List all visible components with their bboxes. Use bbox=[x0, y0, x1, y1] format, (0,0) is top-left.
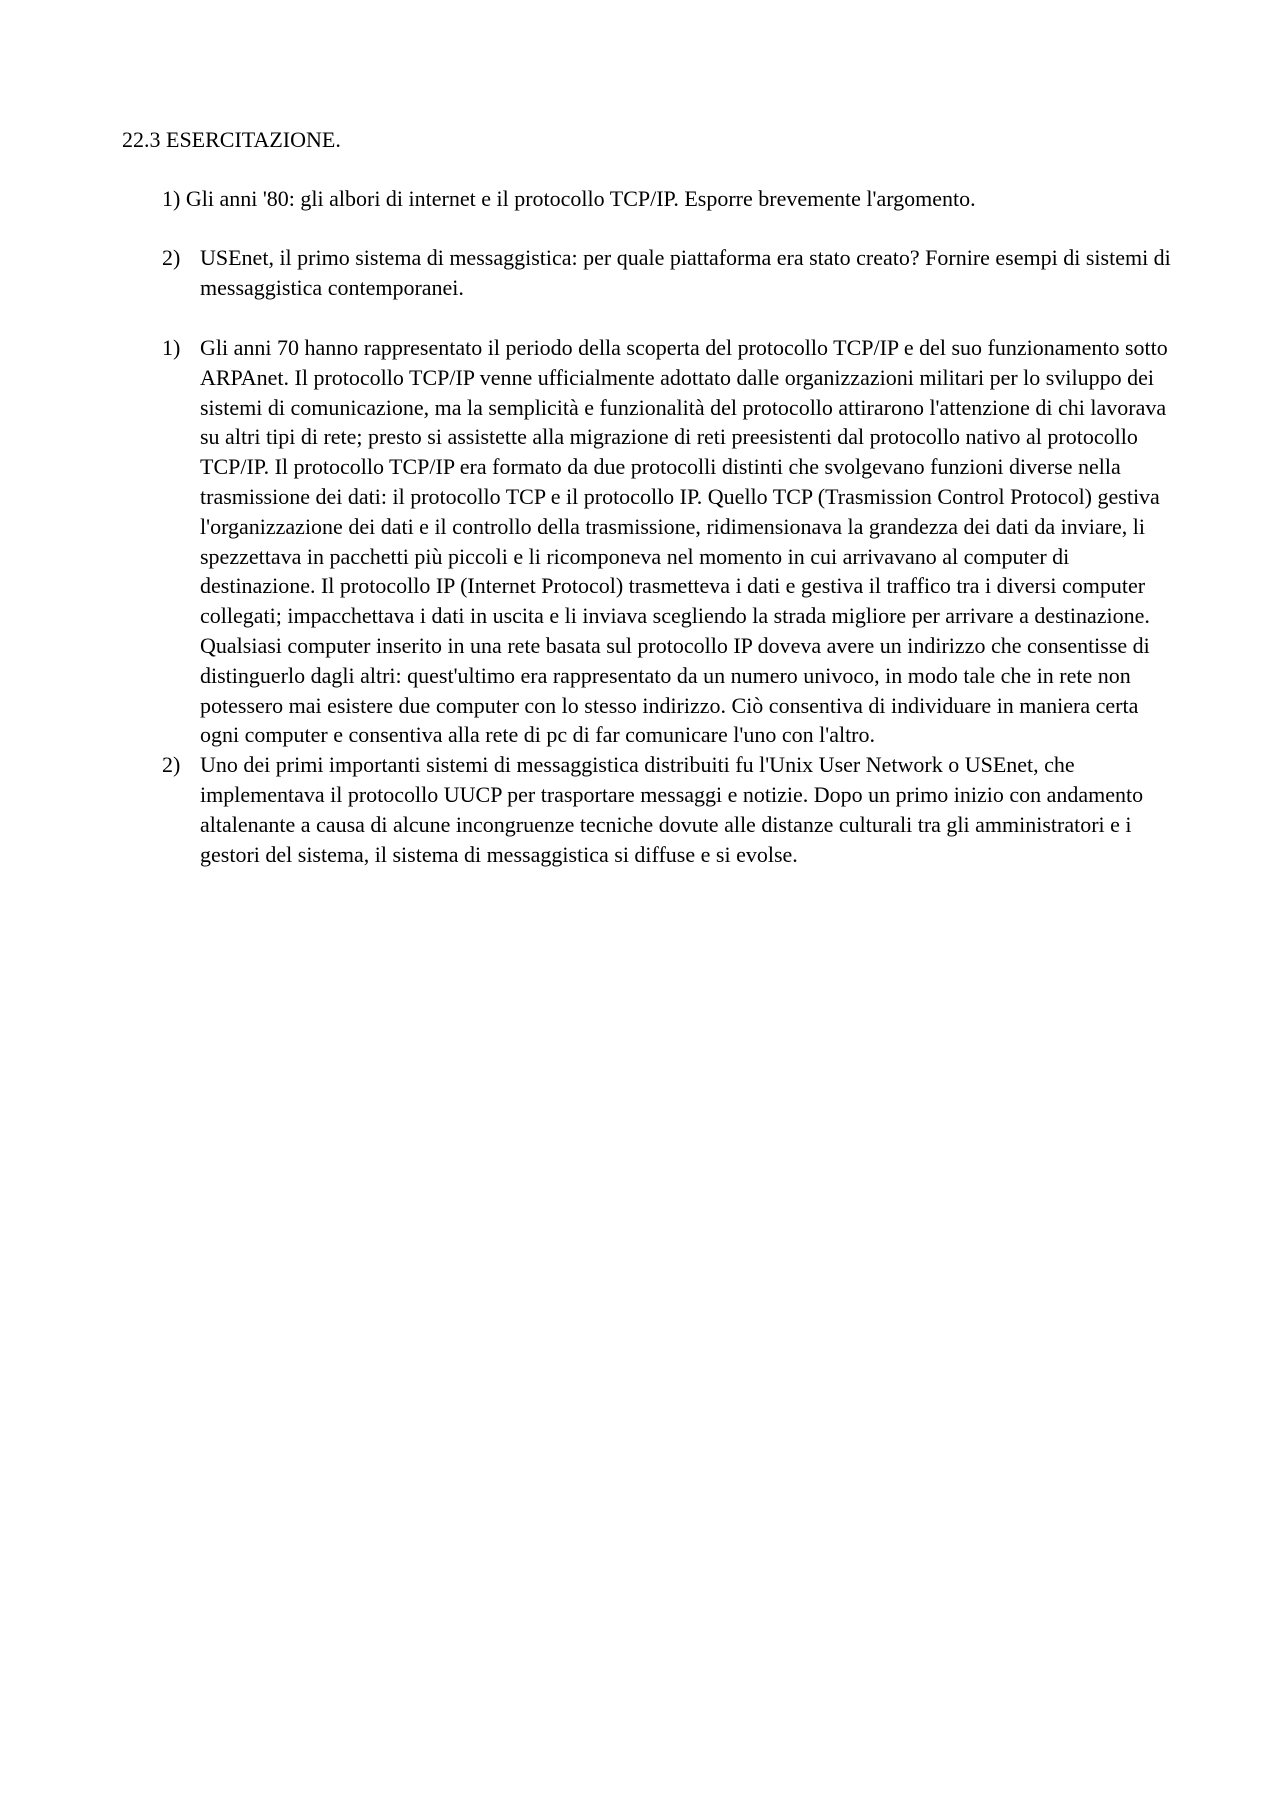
answer-1-number: 1) bbox=[162, 335, 181, 360]
answer-1 bbox=[162, 333, 1172, 750]
answer-2 bbox=[162, 750, 1172, 869]
question-2-number: 2) bbox=[162, 245, 181, 270]
answer-2-number: 2) bbox=[162, 752, 181, 778]
answer-2-text: Uno dei primi importanti sistemi di messaggistica distribuiti fu l'Unix User Network o USEnet, che implementava il protocollo UUCP per trasportare messaggi e notizie. Dopo un primo inizio con andamento altalenante a causa di alcune incongruenze tecniche dovute alle distanze culturali tra gli amministratori e i gestori del sistema, il sistema di messaggistica si diffuse e si evolse. bbox=[200, 752, 1144, 867]
question-1-number: 1) bbox=[162, 186, 181, 211]
page-title: 22.3 ESERCITAZIONE. bbox=[122, 127, 341, 152]
question-1 bbox=[162, 184, 976, 214]
question-2-text: USEnet, il primo sistema di messaggistica: per quale piattaforma era stato creato? Fornire esempi di sistemi di messaggistica contemporanei. bbox=[200, 245, 1171, 300]
answer-list bbox=[162, 333, 1172, 869]
question-1-text: Gli anni '80: gli albori di internet e il protocollo TCP/IP. Esporre brevemente l'argomento. bbox=[185, 186, 976, 211]
answer-1-text: Gli anni 70 hanno rappresentato il periodo della scoperta del protocollo TCP/IP e del suo funzionamento sotto ARPAnet. Il protocollo TCP/IP venne ufficialmente adottato dalle organizzazioni militari per lo sviluppo dei sistemi di comunicazione, ma la semplicità e funzionalità del protocollo attirarono l'attenzione di chi lavorava su altri tipi di rete; presto si assistette alla migrazione di reti preesistenti dal protocollo nativo al protocollo TCP/IP. Il protocollo TCP/IP era formato da due protocolli distinti che svolgevano funzioni diverse nella trasmissione dei dati: il protocollo TCP e il protocollo IP. Quello TCP (Trasmission Control Protocol) gestiva l'organizzazione dei dati e il controllo della trasmissione, ridimensionava la grandezza dei dati da inviare, li spezzettava in pacchetti più piccoli e li ricomponeva nel momento in cui arrivavano al computer di destinazione. Il protocollo IP (Internet Protocol) trasmetteva i dati e gestiva il traffico tra i diversi computer collegati; impacchettava i dati in uscita e li inviava scegliendo la strada migliore per arrivare a destinazione. Qualsiasi computer inserito in una rete basata sul protocollo IP doveva avere un indirizzo che consentisse di distinguerlo dagli altri: quest'ultimo era rappresentato da un numero univoco, in modo tale che in rete non potessero mai esistere due computer con lo stesso indirizzo. Ciò consentiva di individuare in maniera certa ogni computer e consentiva alla rete di pc di far comunicare l'uno con l'altro. bbox=[200, 335, 1168, 748]
question-list bbox=[162, 243, 1172, 303]
question-2 bbox=[162, 243, 1172, 303]
